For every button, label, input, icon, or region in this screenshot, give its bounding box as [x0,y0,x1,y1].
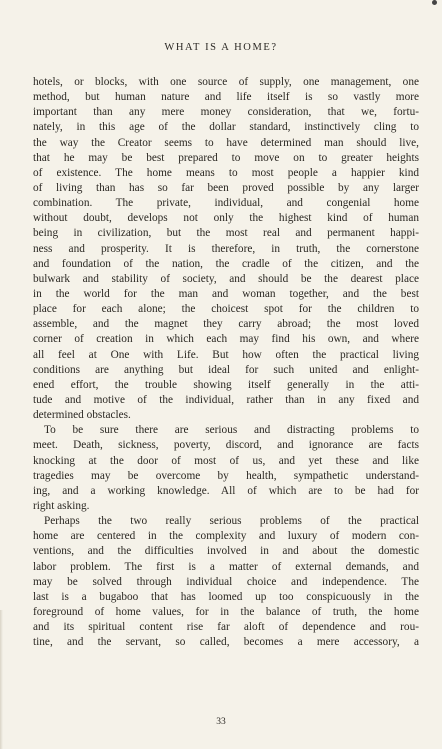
text-line: of living than has so far been proved possible by any larger [33,181,419,194]
paragraph-first-line: Perhaps the two really serious problems of the practical [44,515,419,528]
text-line: without doubt, develops not only the highest kind of human [33,212,419,225]
text-line: the way the Creator seems to have determined man should live, [33,136,419,149]
text-line: knocking at the door of most of us, and yet these and like [33,454,419,467]
text-line: may be solved through individual choice and independence. The [33,575,419,588]
text-line: tude and motive of the individual, rather than in any fixed and [33,393,419,406]
text-line: all feel at One with Life. But how often the practical living [33,348,419,361]
text-line: method, but human nature and life itself is so vastly more [33,91,419,104]
paragraph-first-line: To be sure there are serious and distracting problems to [44,424,419,437]
text-line: ventions, and the difficulties involved in and about the domestic [33,545,419,558]
running-head: WHAT IS A HOME? [164,42,278,53]
text-line: combination. The private, individual, and congenial home [33,197,419,210]
text-line: nately, in this age of the dollar standard, instinctively cling to [33,121,419,134]
scan-speck [432,0,437,5]
text-line: and its spiritual content rise far aloft of dependence and rou- [33,621,419,634]
text-line: hotels, or blocks, with one source of supply, one management, one [33,76,419,88]
text-line: in the world for the man and woman together, and the best [33,287,419,300]
body-text [33,75,419,650]
text-line: place for each alone; the choicest spot for the children to [33,303,419,316]
text-line: home are centered in the complexity and luxury of modern con- [33,530,419,543]
text-line: ing, and a working knowledge. All of which are to be had for [33,484,419,497]
text-line: tragedies may be overcome by health, sympathetic understand- [33,469,419,482]
text-line: bulwark and stability of society, and should be the dearest place [33,272,419,285]
text-line: labor problem. The first is a matter of external demands, and [33,560,419,573]
text-line: being in civilization, but the most real and permanent happi- [33,227,419,240]
page-number: 33 [216,717,226,727]
text-line: meet. Death, sickness, poverty, discord, and ignorance are facts [33,439,419,452]
text-line: assemble, and the magnet they carry abroad; the most loved [33,318,419,331]
text-line: and foundation of the nation, the cradle of the citizen, and the [33,257,419,270]
paragraph-last-line: determined obstacles. [33,409,131,422]
text-line: last is a bugaboo that has loomed up too conspicuously in the [33,590,419,603]
text-line: conditions are anything but ideal for such united and enlight- [33,363,419,376]
text-line: ened effort, the trouble showing itself generally in the atti- [33,378,419,391]
text-line: corner of creation in which each may find his own, and where [33,333,419,346]
text-line: important than any mere money consideration, that we, fortu- [33,106,419,119]
text-line: that he may be best prepared to move on to greater heights [33,151,419,164]
text-line: tine, and the servant, so called, becomes a mere accessory, a [33,636,419,649]
paragraph-last-line: right asking. [33,499,90,512]
text-line: of existence. The home means to most people a happier kind [33,166,419,179]
text-line: ness and prosperity. It is therefore, in truth, the cornerstone [33,242,419,255]
page-gutter-shadow [0,610,3,749]
text-line: foreground of home values, for in the balance of truth, the home [33,605,419,618]
